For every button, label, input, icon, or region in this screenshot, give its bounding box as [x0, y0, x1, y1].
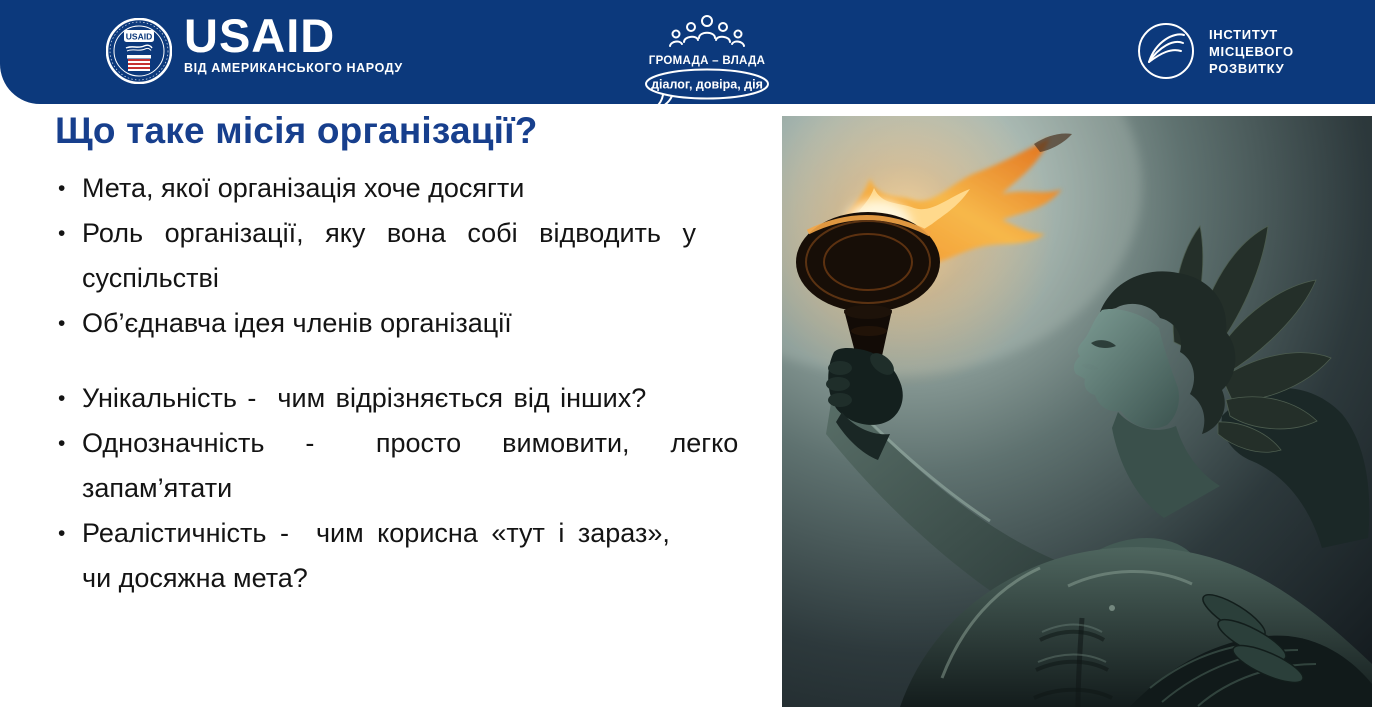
bullet-text: Унікальність - чим відрізняється від інших? — [82, 383, 647, 413]
community-logo — [642, 14, 772, 116]
bullet-dot: • — [58, 387, 66, 410]
header-bar — [0, 0, 1375, 104]
bullet-item — [58, 421, 768, 511]
page-title: Що таке місія організації? — [55, 110, 538, 151]
community-people-icon — [665, 14, 749, 52]
institute-logo-text — [1209, 26, 1294, 77]
institute-logo — [1136, 21, 1294, 81]
institute-line2: МІСЦЕВОГО — [1209, 43, 1294, 59]
bullet-item — [58, 166, 768, 211]
bullet-dot: • — [58, 522, 66, 545]
bullet-text: Роль організації, яку вона собі відводить у суспільстві — [82, 218, 696, 293]
institute-emblem-icon — [1136, 21, 1196, 81]
usaid-logo — [106, 9, 403, 84]
institute-line3: РОЗВИТКУ — [1209, 60, 1285, 76]
bullet-group-2 — [58, 376, 768, 601]
bullet-dot: • — [58, 222, 66, 245]
bullet-item — [58, 511, 768, 601]
bullet-text: Однозначність - просто вимовити, легко запам’ятати — [82, 428, 739, 503]
institute-line1: ІНСТИТУТ — [1209, 26, 1278, 42]
bullet-dot: • — [58, 312, 66, 335]
bullet-text: Мета, якої організація хоче досягти — [82, 173, 525, 203]
bullet-item — [58, 376, 768, 421]
bullet-text: Об’єднавча ідея членів організації — [82, 308, 512, 338]
bullet-group-1 — [58, 166, 768, 346]
statue-illustration — [782, 116, 1372, 707]
community-logo-title: ГРОМАДА – ВЛАДА — [648, 55, 766, 67]
community-speech-bubble — [642, 67, 772, 111]
bullet-item — [58, 211, 768, 301]
bullet-dot: • — [58, 432, 66, 455]
svg-text:діалог, довіра, дія: діалог, довіра, дія — [651, 77, 763, 92]
bullet-text: Реалістичність - чим корисна «тут і зараз», чи досяжна мета? — [82, 518, 670, 593]
bullet-dot: • — [58, 177, 66, 200]
bullet-item — [58, 301, 768, 346]
svg-text:USAID: USAID — [125, 31, 153, 42]
usaid-seal-icon — [106, 18, 172, 84]
usaid-wordmark: USAID — [184, 9, 336, 62]
statue-with-torch-image — [782, 116, 1372, 707]
usaid-tagline: ВІД АМЕРИКАНСЬКОГО НАРОДУ — [184, 61, 403, 75]
